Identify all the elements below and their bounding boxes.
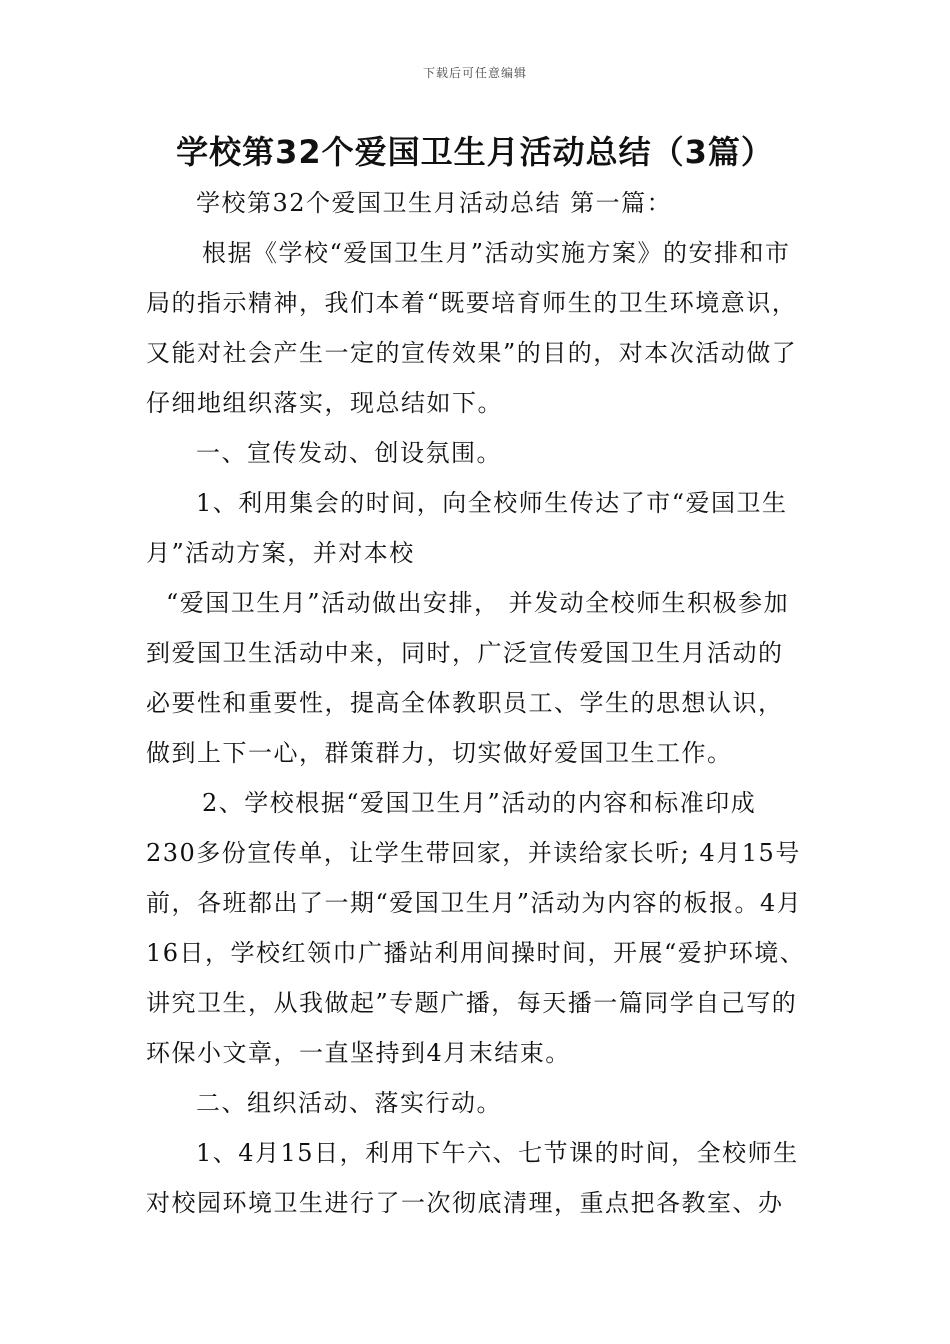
heading-section-2: 二、组织活动、落实行动。: [196, 1089, 502, 1117]
section-subtitle: 学校第32个爱国卫生月活动总结 第一篇：: [196, 189, 673, 217]
document-title: 学校第32个爱国卫生月活动总结（3篇）: [176, 133, 774, 171]
paragraph-intro: 根据《学校“爱国卫生月”活动实施方案》的安排和市局的指示精神，我们本着“既要培育师生的卫生环境意识，又能对社会产生一定的宣传效果”的目的，对本次活动做了仔细地组织落实，现总结如下。: [146, 239, 798, 417]
header-note: 下载后可任意编辑: [422, 66, 527, 80]
paragraph-section-2-item-1: 1、4月15日，利用下午六、七节课的时间，全校师生对校园环境卫生进行了一次彻底清理，重点把各教室、办: [146, 1139, 799, 1217]
paragraph-item-1: 1、利用集会的时间，向全校师生传达了市“爱国卫生月”活动方案，并对本校: [146, 489, 788, 567]
paragraph-item-2: 2、学校根据“爱国卫生月”活动的内容和标准印成230多份宣传单，让学生带回家，并读给家长听; 4月15号前，各班都出了一期“爱国卫生月”活动为内容的板报。4月16日，学校红领巾广播站利用间操时间，开展“爱护环境、讲究卫生，从我做起”专题广播，每天播一篇同学自己写的环保小文章，一直坚持到4月末结束。: [146, 789, 806, 1067]
document-body: [146, 178, 806, 1228]
heading-section-1: 一、宣传发动、创设氛围。: [196, 439, 502, 467]
paragraph-item-1-continued: “爱国卫生月”活动做出安排， 并发动全校师生积极参加到爱国卫生活动中来，同时，广泛宣传爱国卫生月活动的必要性和重要性，提高全体教职员工、学生的思想认识，做到上下一心，群策群力，切实做好爱国卫生工作。: [146, 589, 790, 767]
